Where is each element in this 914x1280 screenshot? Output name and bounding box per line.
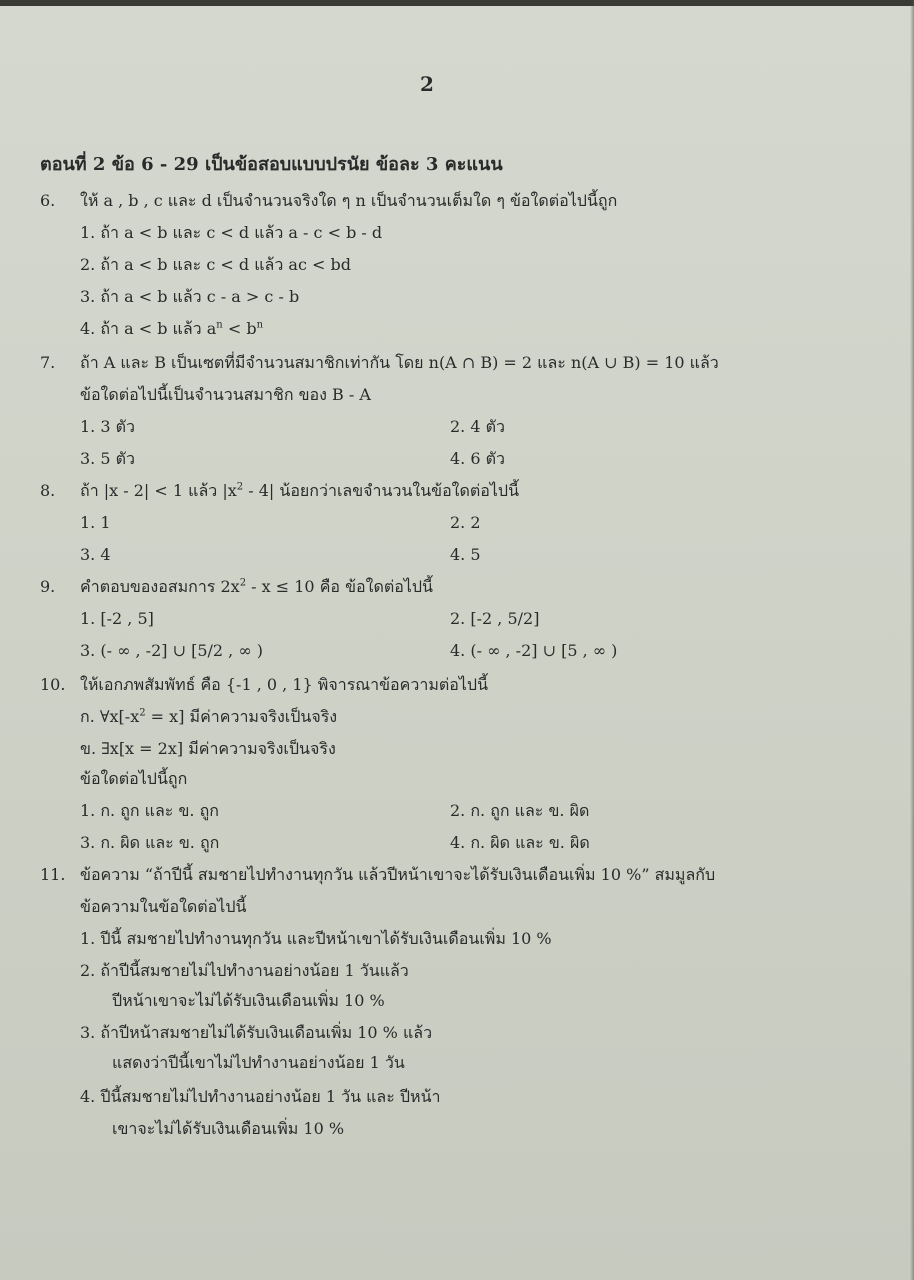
q11-choice-3-cont: แสดงว่าปีนี้เขาไม่ไปทำงานอย่างน้อย 1 วัน — [112, 1053, 405, 1072]
q8-choice-1: 1. 1 — [80, 513, 111, 532]
q9-choice-4: 4. (- ∞ , -2] ∪ [5 , ∞ ) — [450, 641, 618, 660]
q9-choice-1: 1. [-2 , 5] — [80, 609, 154, 628]
q11-choice-4-cont: เขาจะไม่ได้รับเงินเดือนเพิ่ม 10 % — [112, 1119, 345, 1138]
q7-choice-1: 1. 3 ตัว — [80, 417, 135, 436]
question-8: 8. ถ้า |x - 2| < 1 แล้ว $|x^2 - 4|$ น้อยกว่าเลขจำนวนในข้อใดต่อไปนี้ — [40, 481, 520, 500]
q10-choice-2: 2. ก. ถูก และ ข. ผิด — [450, 801, 590, 820]
q11-choice-2: 2. ถ้าปีนี้สมชายไม่ไปทำงานอย่างน้อย 1 วันแล้ว — [80, 961, 409, 980]
q11-choice-1: 1. ปีนี้ สมชายไปทำงานทุกวัน และปีหน้าเขาได้รับเงินเดือนเพิ่ม 10 % — [80, 929, 552, 948]
q10-choice-3: 3. ก. ผิด และ ข. ถูก — [80, 833, 220, 852]
q6-choice-1: 1. ถ้า a < b และ c < d แล้ว a - c < b - d — [80, 223, 383, 242]
question-11: 11. ข้อความ “ถ้าปีนี้ สมชายไปทำงานทุกวัน แล้วปีหน้าเขาจะได้รับเงินเดือนเพิ่ม 10 %” สมมูลกับ — [40, 865, 716, 884]
q9-choice-2: 2. [-2 , 5/2] — [450, 609, 540, 628]
page-edge-top — [0, 0, 914, 6]
question-7-text: ถ้า A และ B เป็นเซตที่มีจำนวนสมาชิกเท่ากัน โดย n(A ∩ B) = 2 และ n(A ∪ B) = 10 แล้ว — [80, 353, 719, 372]
page-edge-right — [910, 0, 914, 1280]
q7-choice-4: 4. 6 ตัว — [450, 449, 505, 468]
question-7-text-2: ข้อใดต่อไปนี้เป็นจำนวนสมาชิก ของ B - A — [80, 385, 371, 404]
question-6-text: ให้ a , b , c และ d เป็นจำนวนจริงใด ๆ n เป็นจำนวนเต็มใด ๆ ข้อใดต่อไปนี้ถูก — [80, 191, 618, 210]
q6-choice-3: 3. ถ้า a < b แล้ว c - a > c - b — [80, 287, 300, 306]
q8-choice-3: 3. 4 — [80, 545, 111, 564]
q10-choice-1: 1. ก. ถูก และ ข. ถูก — [80, 801, 219, 820]
q8-choice-2: 2. 2 — [450, 513, 481, 532]
q7-choice-3: 3. 5 ตัว — [80, 449, 135, 468]
question-9: 9. คำตอบของอสมการ $2x^2 - x \le 10$ คือ ข้อใดต่อไปนี้ — [40, 577, 433, 596]
page-number: 2 — [420, 72, 434, 96]
q10-statement-a: ก. $\forall x[-x^2 = x]$ มีค่าความจริงเป็นจริง — [80, 707, 338, 726]
q10-statement-b: ข. ∃x[x = 2x] มีค่าความจริงเป็นจริง — [80, 739, 336, 758]
q11-choice-2-cont: ปีหน้าเขาจะไม่ได้รับเงินเดือนเพิ่ม 10 % — [112, 991, 385, 1010]
q10-prompt: ข้อใดต่อไปนี้ถูก — [80, 769, 188, 788]
question-10: 10. ให้เอกภพสัมพัทธ์ คือ {-1 , 0 , 1} พิจารณาข้อความต่อไปนี้ — [40, 675, 489, 694]
q6-choice-4: 4. ถ้า a < b แล้ว $a^n < b^n$ — [80, 319, 264, 338]
question-6: 6. ให้ a , b , c และ d เป็นจำนวนจริงใด ๆ n เป็นจำนวนเต็มใด ๆ ข้อใดต่อไปนี้ถูก — [40, 191, 618, 210]
question-7: 7. ถ้า A และ B เป็นเซตที่มีจำนวนสมาชิกเท่ากัน โดย n(A ∩ B) = 2 และ n(A ∪ B) = 10 แล้ว — [40, 353, 719, 372]
q8-choice-4: 4. 5 — [450, 545, 481, 564]
q7-choice-2: 2. 4 ตัว — [450, 417, 505, 436]
question-11-text-2: ข้อความในข้อใดต่อไปนี้ — [80, 897, 247, 916]
section-heading: ตอนที่ 2 ข้อ 6 - 29 เป็นข้อสอบแบบปรนัย ข้อละ 3 คะแนน — [40, 154, 503, 175]
q9-choice-3: 3. (- ∞ , -2] ∪ [5/2 , ∞ ) — [80, 641, 263, 660]
q11-choice-4: 4. ปีนี้สมชายไม่ไปทำงานอย่างน้อย 1 วัน และ ปีหน้า — [80, 1087, 441, 1106]
q10-choice-4: 4. ก. ผิด และ ข. ผิด — [450, 833, 590, 852]
q11-choice-3: 3. ถ้าปีหน้าสมชายไม่ได้รับเงินเดือนเพิ่ม 10 % แล้ว — [80, 1023, 433, 1042]
q6-choice-2: 2. ถ้า a < b และ c < d แล้ว ac < bd — [80, 255, 351, 274]
